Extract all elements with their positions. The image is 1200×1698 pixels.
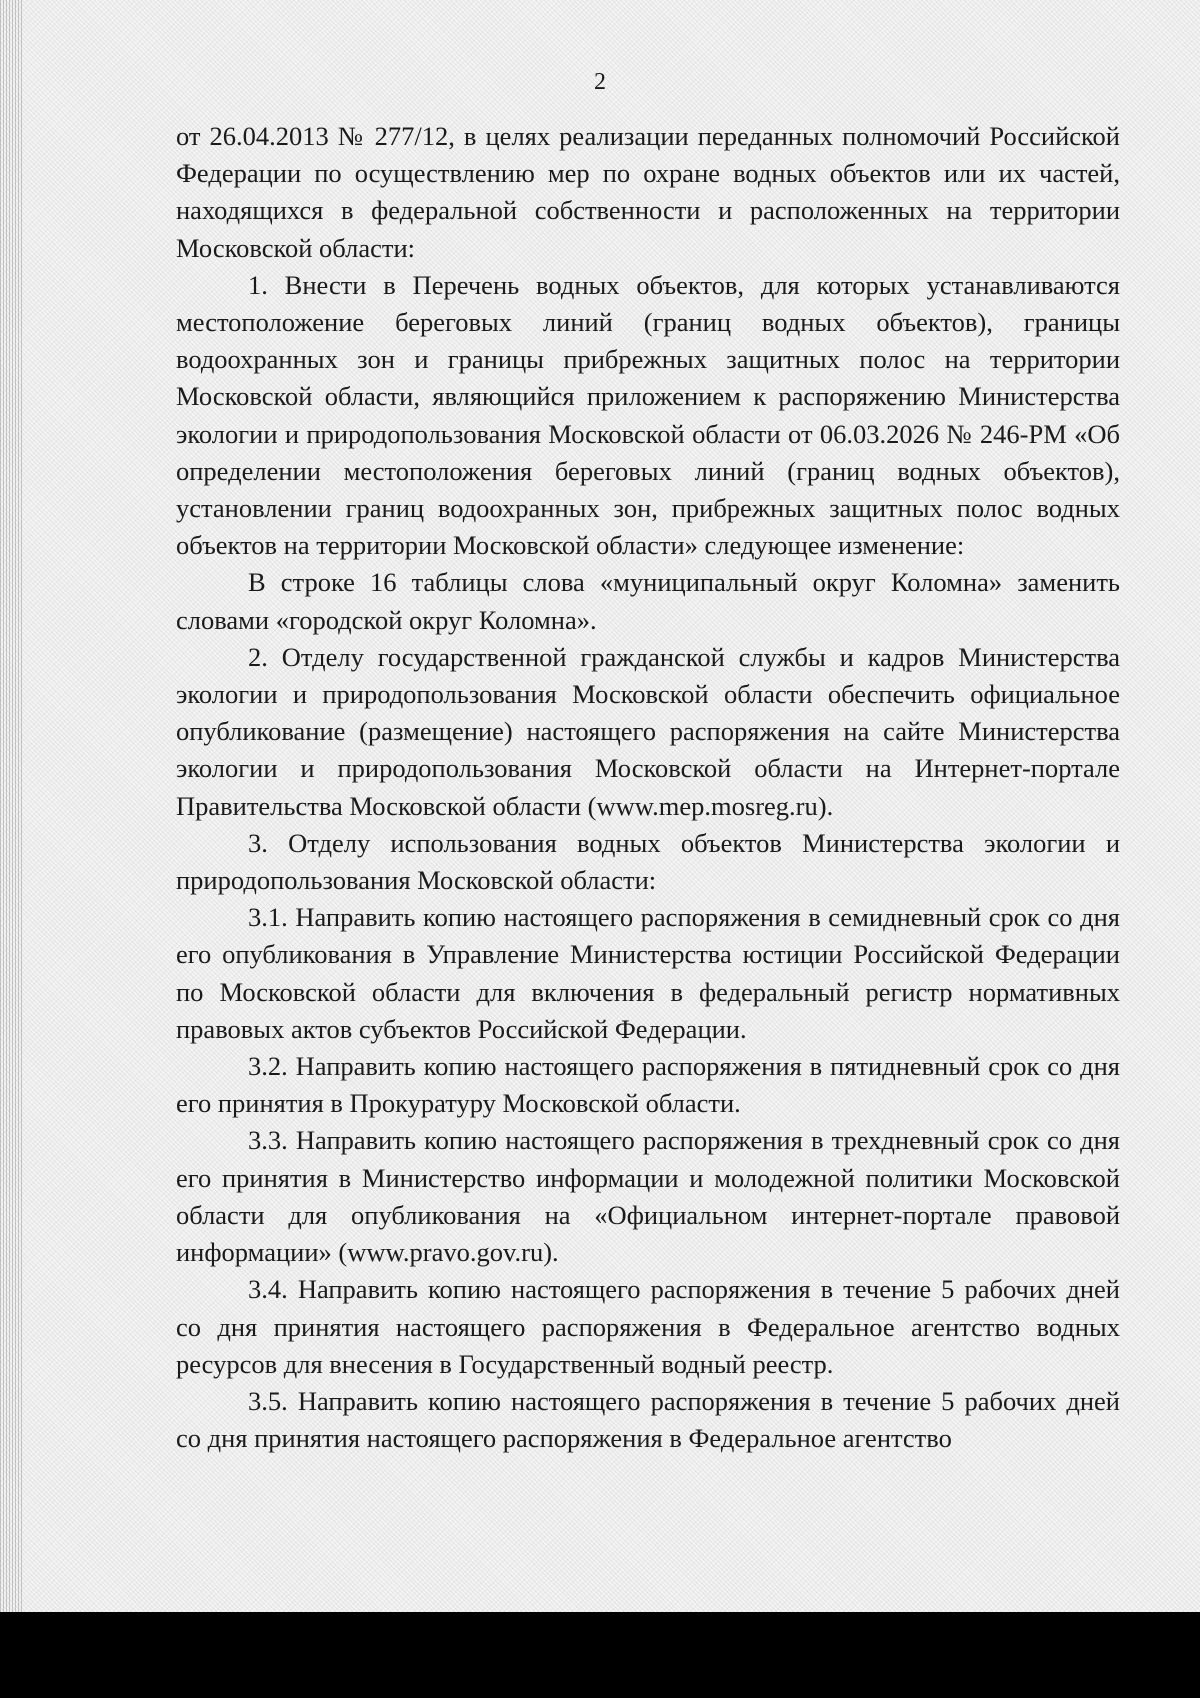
paragraph-item-3: 3. Отделу использования водных объектов Министерства экологии и природопользования Московской области: [176,827,1120,896]
paragraph-item-3-3: 3.3. Направить копию настоящего распоряжения в трехдневный срок со дня его принятия в Министерство информации и молодежной политики Московской области для опубликования на «Официальном интернет-портале правовой информации» (www.pravo.gov.ru). [176,1125,1120,1268]
paragraph-item-1: 1. Внести в Перечень водных объектов, для которых устанавливаются местоположение береговых линий (границ водных объектов), границы водоохранных зон и границы прибрежных защитных полос на территории Московской области, являющийся приложением к распоряжению Министерства экологии и природопользования Московской области от 06.03.2026 № 246-РМ «Об определении местоположения береговых линий (границ водных объектов), установлении границ водоохранных зон, прибрежных защитных полос водных объектов на территории Московской области» следующее изменение: [176,269,1120,561]
scan-edge-texture [0,0,22,1612]
scan-bottom-border [0,1612,1200,1698]
paragraph-item-2: 2. Отделу государственной гражданской службы и кадров Министерства экологии и природопользования Московской области обеспечить официальное опубликование (размещение) настоящего распоряжения на сайте Министерства экологии и природопользования Московской области на Интернет-портале Правительства Московской области (www.mep.mosreg.ru). [176,641,1120,821]
paragraph-item-1-change: В строке 16 таблицы слова «муниципальный округ Коломна» заменить словами «городской округ Коломна». [176,567,1120,635]
paragraph-preamble: от 26.04.2013 № 277/12, в целях реализации переданных полномочий Российской Федерации по осуществлению мер по охране водных объектов или их частей, находящихся в федеральной собственности и расположенных на территории Московской области: [176,121,1120,263]
paragraph-item-3-2: 3.2. Направить копию настоящего распоряжения в пятидневный срок со дня его принятия в Прокуратуру Московской области. [176,1051,1120,1119]
paragraph-item-3-5: 3.5. Направить копию настоящего распоряжения в течение 5 рабочих дней со дня принятия настоящего распоряжения в Федеральное агентство [176,1385,1120,1454]
paragraph-item-3-4: 3.4. Направить копию настоящего распоряжения в течение 5 рабочих дней со дня принятия настоящего распоряжения в Федеральное агентство водных ресурсов для внесения в Государственный водный реестр. [176,1274,1120,1379]
paragraph-item-3-1: 3.1. Направить копию настоящего распоряжения в семидневный срок со дня его опубликования в Управление Министерства юстиции Российской Федерации по Московской области для включения в федеральный регистр нормативных правовых актов субъектов Российской Федерации. [176,902,1120,1044]
document-body [176,118,1120,1457]
page-number: 2 [594,69,606,95]
